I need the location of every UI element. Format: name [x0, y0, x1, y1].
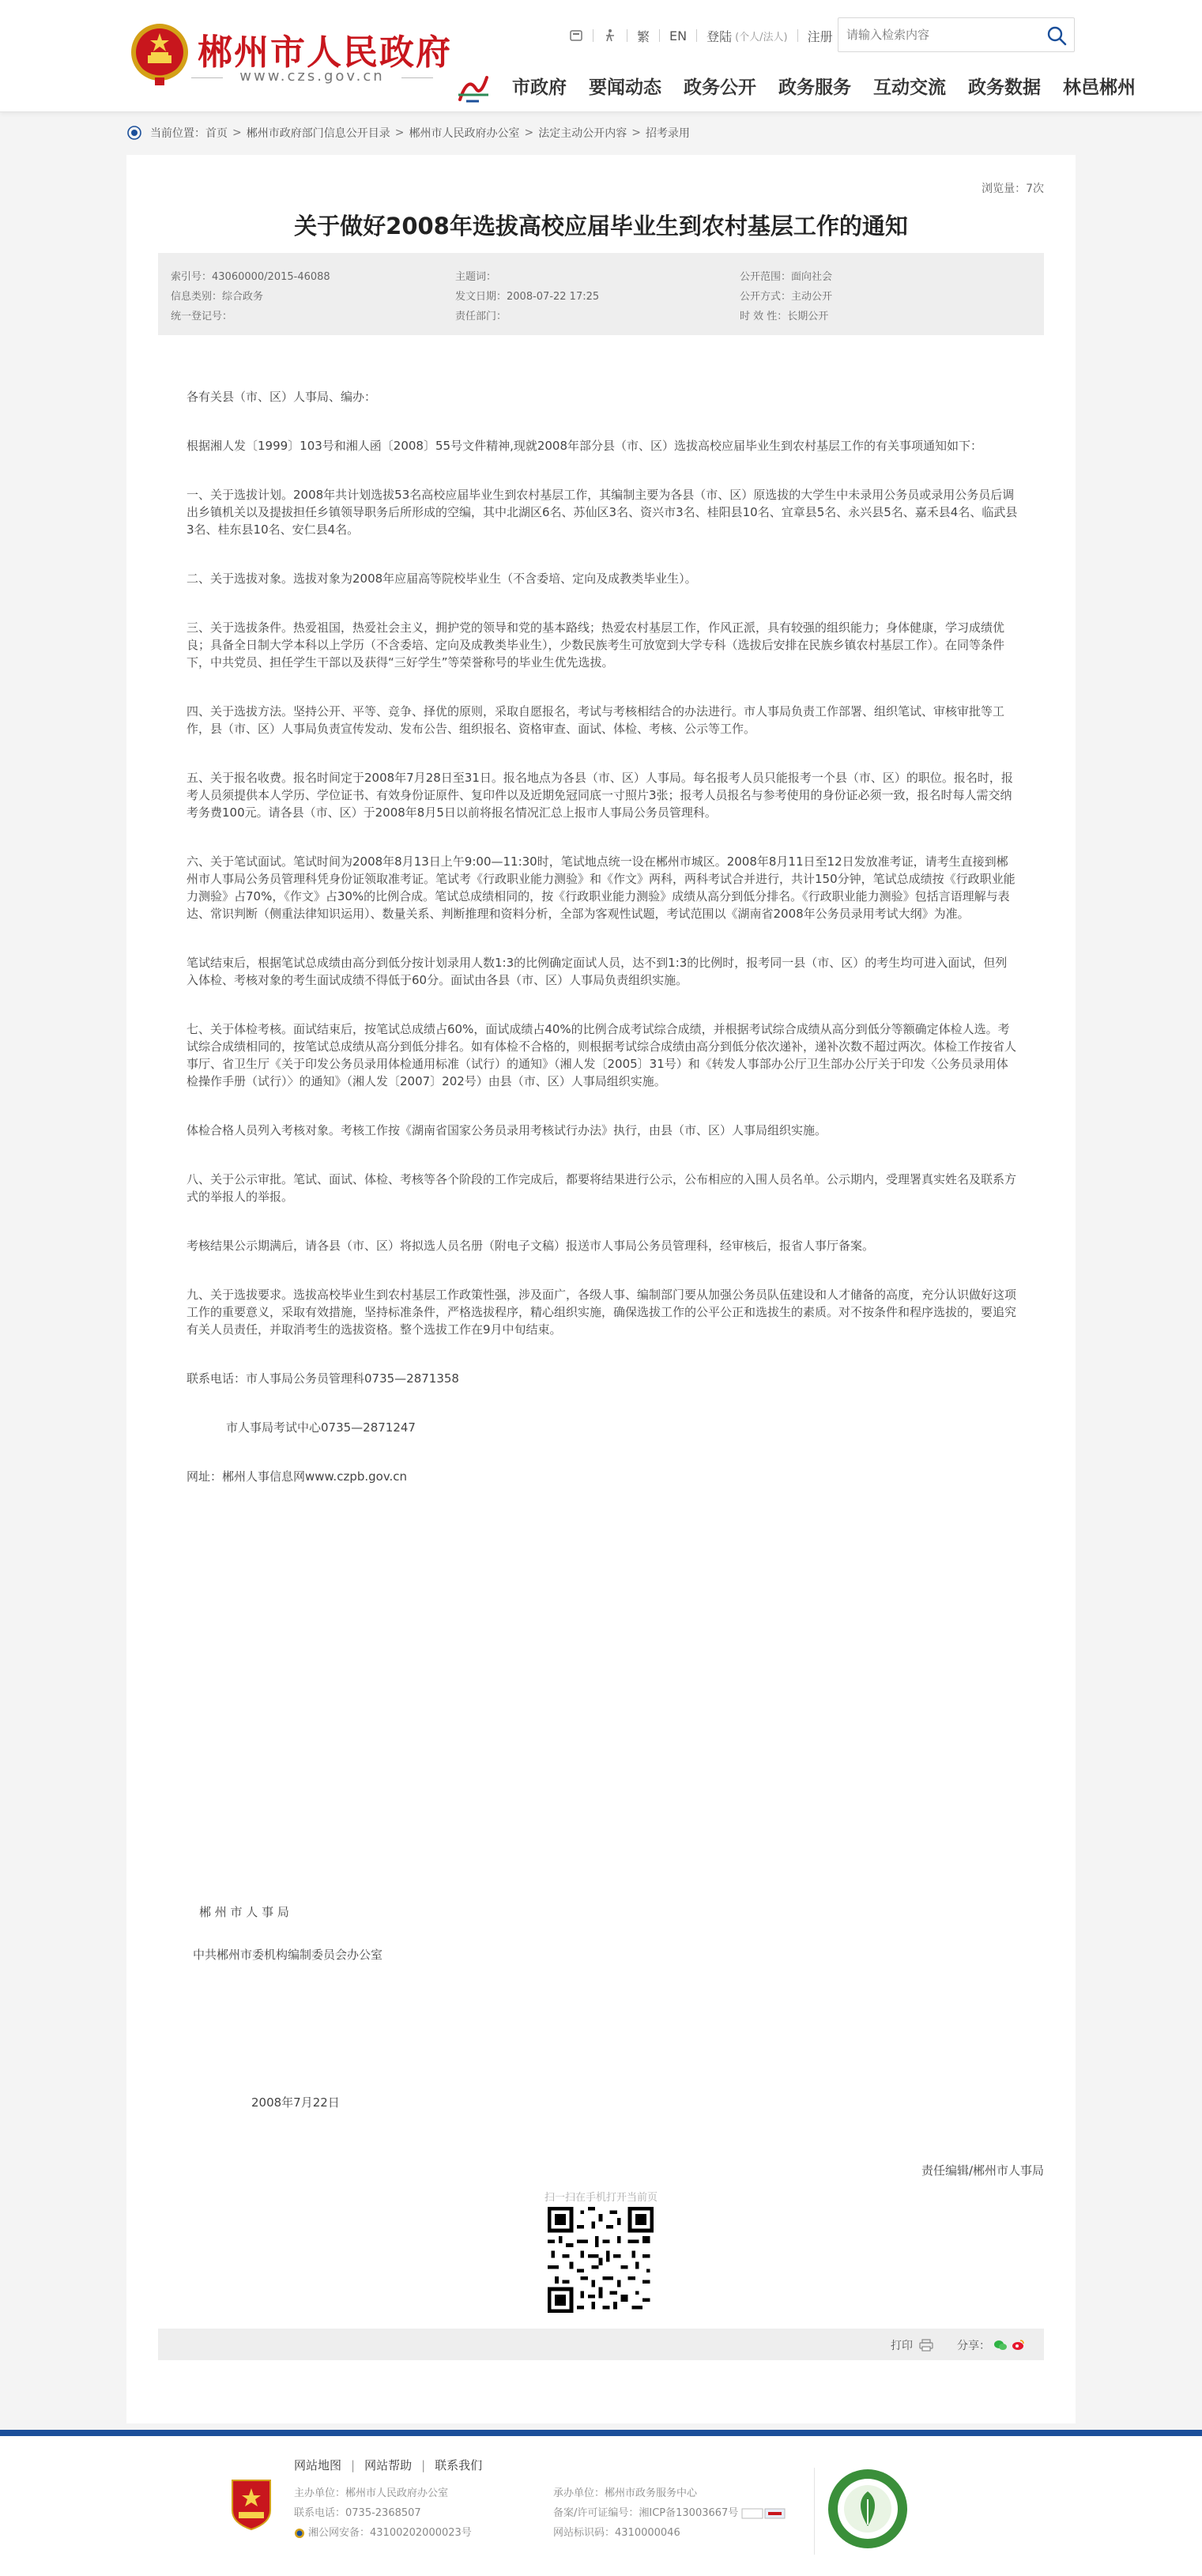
paragraph-target: 二、关于选拔对象。选拔对象为2008年应届高等院校毕业生（不含委培、定向及成教类毕业生）。 — [187, 571, 697, 586]
wechat-icon[interactable] — [993, 2339, 1008, 2352]
traditional-chinese-link[interactable]: 繁 — [637, 28, 650, 44]
national-emblem-icon — [129, 21, 190, 87]
meta-publish-date: 发文日期：2008-07-22 17:25 — [455, 291, 600, 303]
breadcrumb-dept-directory[interactable]: 郴州市政府部门信息公开目录 — [246, 127, 390, 140]
paragraph-website: 网址：郴州人事信息网www.czpb.gov.cn — [187, 1469, 408, 1484]
paragraph-contact-phone: 联系电话：市人事局公务员管理科0735—2871358 — [187, 1371, 459, 1386]
accessibility-icon[interactable] — [603, 28, 617, 43]
footer-police-record[interactable]: 湘公网安备：43100202000023号 — [308, 2527, 472, 2539]
print-label: 打印 — [891, 2340, 913, 2352]
weibo-icon[interactable] — [1011, 2339, 1025, 2352]
nav-logo-icon — [455, 73, 492, 104]
main-nav — [512, 74, 1136, 101]
share-bar — [158, 2329, 1044, 2360]
paragraph-medical: 七、关于体检考核。面试结束后，按笔试总成绩占60%，面试成绩占40%的比例合成考试综合成绩，并根据考试综合成绩从高分到低分等额确定体检人选。考试综合成绩相同的，按笔试总成绩从高分到低分排名。如有体检不合格的，则根据考试综合成绩由高分到低分依次递补，递补次数不超过两次。体检工作按省人事厅、省卫生厅《关于印发公务员录用体检通用标准（试行）的通知》（湘人发〔2005〕31号）和《转发人事部办公厅卫生部办公厅关于印发〈公务员录用体检操作手册（试行）〉的通知》（湘人发〔2007〕202号）由县（市、区）人事局组织实施。 — [187, 1022, 1017, 1088]
footer-icp[interactable]: 备案/许可证编号：湘ICP备13003667号 — [553, 2507, 739, 2519]
meta-method: 公开方式：主动公开 — [740, 291, 833, 303]
signature-staffing-office: 中共郴州市委机构编制委员会办公室 — [193, 1948, 383, 1962]
breadcrumb: 当前位置： 首页 > 郴州市政府部门信息公开目录 > 郴州市人民政府办公室 > 法定主动公开内容 > 招考录用 — [126, 123, 690, 142]
footer-host: 主办单位：郴州市人民政府办公室 — [294, 2487, 449, 2499]
footer-links: 网站地图 | 网站帮助 | 联系我们 — [294, 2457, 483, 2472]
nav-item-city-government[interactable]: 市政府 — [512, 77, 567, 98]
nav-item-linyi-chenzhou[interactable]: 林邑郴州 — [1063, 77, 1136, 98]
paragraph-requirements: 九、关于选拔要求。选拔高校毕业生到农村基层工作政策性强，涉及面广，各级人事、编制部门要从加强公务员队伍建设和人才储备的高度，充分认识做好这项工作的重要意义，采取有效措施，坚持标准条件，严格选拔程序，精心组织实施，确保选拔工作的公平公正和选拔生的素质。对不按条件和程序选拔的，要追究有关人员责任，并取消考生的选拔资格。整个选拔工作在9月中旬结束。 — [187, 1288, 1017, 1337]
footer-undertaker: 承办单位：郴州市政务服务中心 — [553, 2487, 698, 2499]
breadcrumb-government-office[interactable]: 郴州市人民政府办公室 — [409, 127, 520, 140]
responsible-editor: 责任编辑/郴州市人事局 — [921, 2163, 1044, 2178]
sign-date: 2008年7月22日 — [251, 2095, 340, 2110]
search-input[interactable] — [846, 25, 1036, 45]
meta-validity: 时 效 性：长期公开 — [740, 311, 829, 322]
paragraph-intro: 根据湘人发〔1999〕103号和湘人函〔2008〕55号文件精神,现就2008年部分县（市、区）选拔高校应届毕业生到农村基层工作的有关事项通知如下： — [187, 439, 983, 453]
article-title: 关于做好2008年选拔高校应届毕业生到农村基层工作的通知 — [294, 213, 908, 239]
footer-divider — [814, 2468, 815, 2555]
breadcrumb-recruitment[interactable]: 招考录用 — [645, 127, 690, 140]
article-card — [126, 155, 1076, 2423]
footer-site-id: 网站标识码：4310000046 — [553, 2527, 680, 2539]
nav-item-government-services[interactable]: 政务服务 — [778, 77, 851, 98]
footer-link-help[interactable]: 网站帮助 — [364, 2458, 413, 2472]
elder-mode-icon[interactable] — [569, 28, 583, 43]
login-link[interactable]: 登陆 — [707, 28, 733, 44]
paragraph-publicity: 八、关于公示审批。笔试、面试、体检、考核等各个阶段的工作完成后，都要将结果进行公示，公布相应的入围人员名单。公示期内，受理署真实姓名及联系方式的举报人的举报。 — [187, 1172, 1017, 1204]
nav-item-interaction[interactable]: 互动交流 — [873, 77, 946, 98]
paragraph-exam-center-phone: 市人事局考试中心0735—2871247 — [226, 1420, 416, 1435]
login-note: (个人/法人) — [735, 31, 788, 43]
footer-link-sitemap[interactable]: 网站地图 — [294, 2458, 342, 2472]
article-body — [187, 388, 1018, 1517]
view-count: 浏览量：7次 — [982, 183, 1044, 195]
share-group — [957, 2337, 1025, 2353]
paragraph-exam: 六、关于笔试面试。笔试时间为2008年8月13日上午9:00—11:30时，笔试地点统一设在郴州市城区。2008年8月11日至12日发放准考证，请考生直接到郴州市人事局公务员管理科凭身份证领取准考证。笔试考《行政职业能力测验》和《作文》两科，两科考试合并进行，共计150分钟，笔试总成绩按《行政职业能力测验》占70%，《作文》占30%的比例合成。笔试总成绩相同的，按《行政职业能力测验》成绩从高分到低分排名。《行政职业能力测验》包括言语理解与表达、常识判断（侧重法律知识运用）、数量关系、判断推理和资料分析，全部为客观性试题，考试范围以《湖南省2008年公务员录用考试大纲》为准。 — [187, 854, 1015, 921]
english-link[interactable]: EN — [669, 28, 688, 43]
printer-icon — [919, 2339, 933, 2352]
register-link[interactable]: 注册 — [807, 28, 833, 44]
top-links — [569, 27, 833, 44]
nav-item-government-data[interactable]: 政务数据 — [968, 77, 1041, 98]
article-meta — [158, 253, 1044, 335]
share-label: 分享： — [957, 2340, 990, 2352]
paragraph-assessment: 体检合格人员列入考核对象。考核工作按《湖南省国家公务员录用考核试行办法》执行，由县（市、区）人事局组织实施。 — [187, 1123, 827, 1137]
civilized-site-seal-icon[interactable] — [827, 2468, 909, 2550]
paragraph-plan: 一、关于选拔计划。2008年共计划选拔53名高校应届毕业生到农村基层工作，其编制主要为各县（市、区）原选拔的大学生中未录用公务员或录用公务员后调出乡镇机关以及提拔担任乡镇领导职务后所形成的空编，其中北湖区6名、苏仙区3名、资兴市3名、桂阳县10名、宜章县5名、永兴县5名、嘉禾县4名、临武县3名、桂东县10名、安仁县4名。 — [187, 488, 1018, 537]
breadcrumb-home[interactable]: 首页 — [205, 127, 228, 140]
record-badge-icon — [741, 2508, 786, 2519]
site-footer — [0, 2430, 1202, 2576]
qr-label: 扫一扫在手机打开当前页 — [544, 2192, 658, 2204]
party-government-badge-icon[interactable] — [229, 2476, 273, 2531]
qr-code-icon — [548, 2207, 654, 2313]
paragraph-method: 四、关于选拔方法。坚持公开、平等、竞争、择优的原则，采取自愿报名，考试与考核相结合的办法进行。市人事局负责工作部署、组织笔试、审核审批等工作，县（市、区）人事局负责宣传发动、发布公告、组织报名、资格审查、面试、体检、考核、公示等工作。 — [187, 704, 1005, 736]
paragraph-interview: 笔试结束后，根据笔试总成绩由高分到低分按计划录用人数1:3的比例确定面试人员，达不到1:3的比例时，报考同一县（市、区）的考生均可进入面试，但列入体检、考核对象的考生面试成绩不得低于60分。面试由各县（市、区）人事局负责组织实施。 — [187, 956, 1008, 987]
search-icon[interactable] — [1046, 25, 1068, 47]
meta-scope: 公开范围：面向社会 — [740, 271, 833, 283]
print-button[interactable] — [891, 2337, 933, 2353]
meta-subject: 主题词： — [455, 271, 497, 283]
meta-department: 责任部门： — [455, 311, 507, 322]
footer-link-contact[interactable]: 联系我们 — [435, 2458, 483, 2472]
meta-index-no: 索引号：43060000/2015-46088 — [171, 271, 330, 283]
signature-personnel-bureau: 郴 州 市 人 事 局 — [199, 1905, 289, 1919]
meta-reg-no: 统一登记号： — [171, 311, 233, 322]
location-icon — [126, 125, 142, 141]
site-name[interactable]: 郴州市人民政府 — [198, 32, 452, 73]
breadcrumb-label: 当前位置： — [150, 127, 205, 140]
paragraph-conditions: 三、关于选拔条件。热爱祖国，热爱社会主义，拥护党的领导和党的基本路线；热爱农村基层工作，作风正派，具有较强的组织能力；身体健康，学习成绩优良；具备全日制大学本科以上学历（不含委培、定向及成教类毕业生），少数民族考生可放宽到大学专科（选拔后安排在民族乡镇农村基层工作）。在同等条件下，中共党员、担任学生干部以及获得“三好学生”等荣誉称号的毕业生优先选拔。 — [187, 620, 1005, 669]
nav-item-government-affairs[interactable]: 政务公开 — [684, 77, 756, 98]
nav-item-news[interactable]: 要闻动态 — [589, 77, 661, 98]
paragraph-registration: 五、关于报名收费。报名时间定于2008年7月28日至31日。报名地点为各县（市、区）人事局。每名报考人员只能报考一个县（市、区）的职位。报名时，报考人员须提供本人学历、学位证书、有效身份证原件、复印件以及近期免冠同底一寸照片3张；报考人员报名与参考使用的身份证必须一致，报名时每人需交纳考务费100元。请各县（市、区）于2008年8月5日以前将报名情况汇总上报市人事局公务员管理科。 — [187, 771, 1013, 820]
breadcrumb-statutory-content[interactable]: 法定主动公开内容 — [538, 127, 627, 140]
site-header — [0, 0, 1202, 112]
site-url: www.czs.gov.cn — [198, 68, 427, 85]
search-box — [838, 17, 1075, 52]
meta-category: 信息类别：综合政务 — [171, 291, 264, 303]
footer-phone: 联系电话：0735-2368507 — [294, 2507, 421, 2519]
paragraph-filing: 考核结果公示期满后，请各县（市、区）将拟选人员名册（附电子文稿）报送市人事局公务员管理科，经审核后，报省人事厅备案。 — [187, 1239, 875, 1253]
police-badge-icon — [294, 2528, 305, 2539]
paragraph-salutation: 各有关县（市、区）人事局、编办： — [187, 390, 377, 404]
